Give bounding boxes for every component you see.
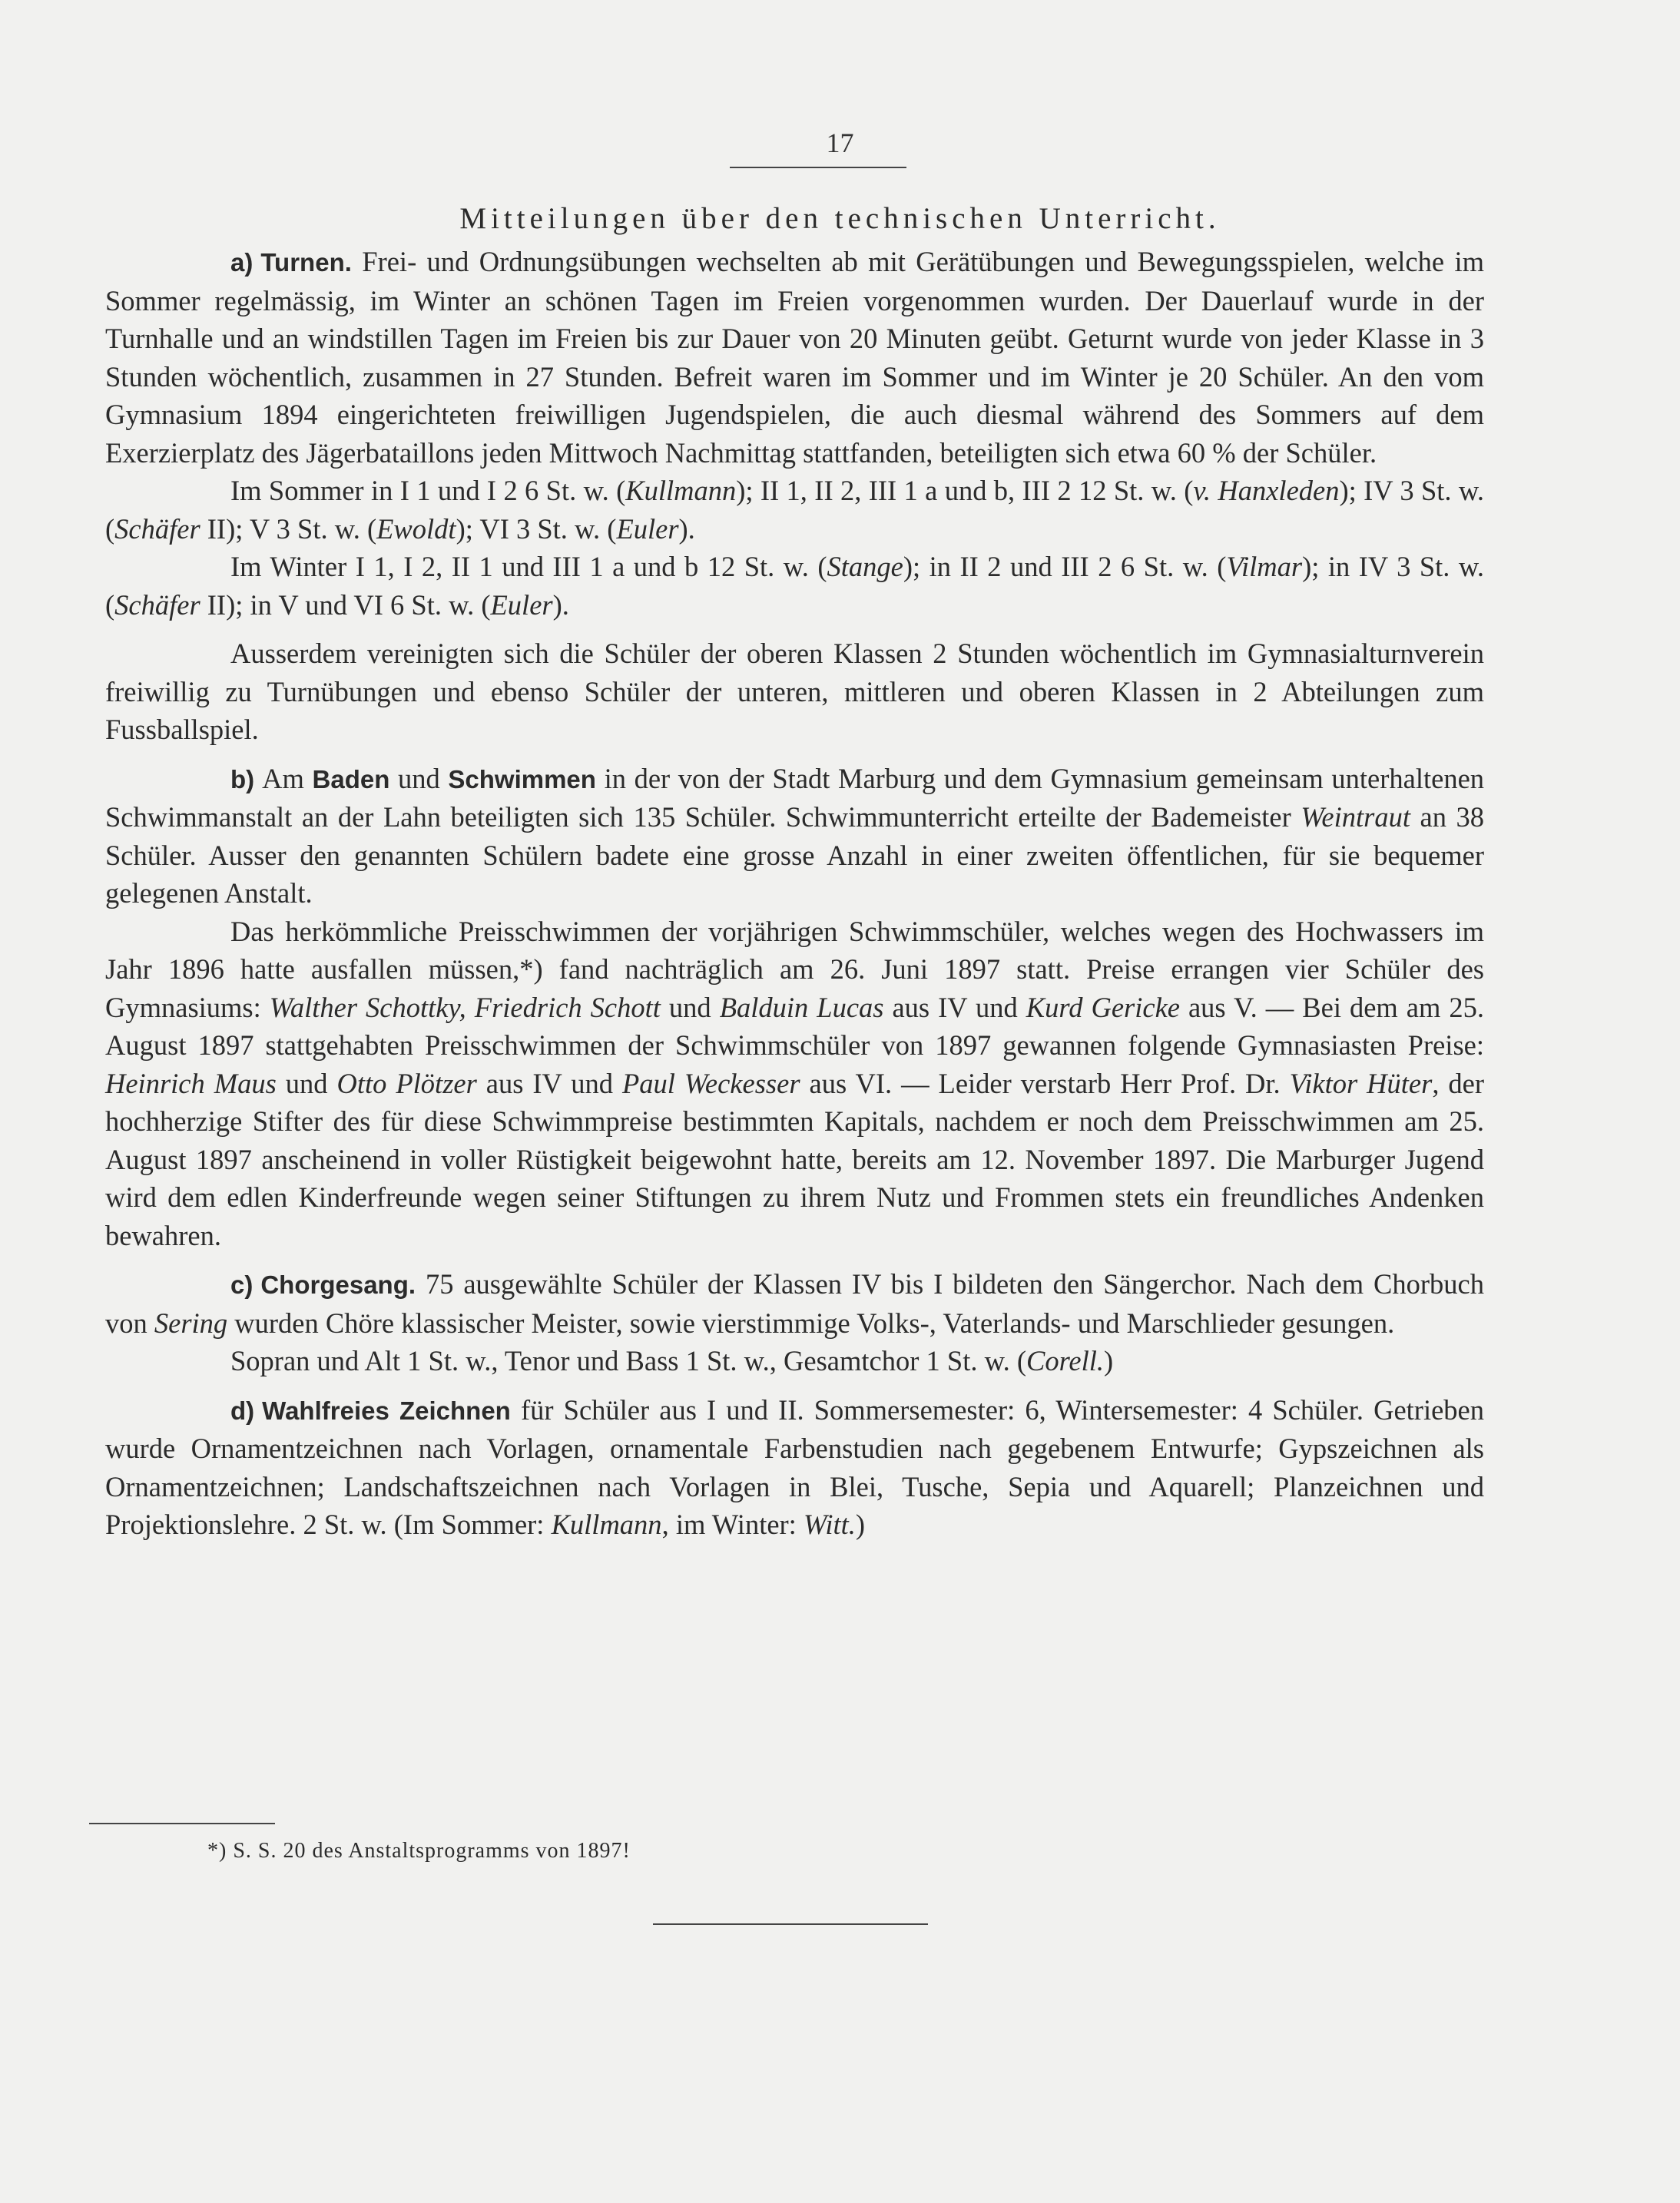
preis-text: aus V. — Bei dem am 25. August 1897 stattgehabten Preisschwimmen der Schwimmschüler von 1897 gewannen folgende Gymnasiasten Preise:: [105, 991, 1485, 1061]
person-name: Paul Weckesser: [621, 1067, 800, 1099]
zeichnen-text: für Schüler aus I und II. Sommersemester: 6, Wintersemester: 4 Schüler. Getrieben wurde Ornamentzeichnen nach Vorlagen, ornamentale Farbenstudien nach gegebenem Entwurfe; Gypszeichnen als Ornamentzeichnen; Landschaftszeichnen nach Vorlagen in Blei, Tusche, Sepia und Aquarell; Planzeichnen und Projektionslehre. 2 St. w. (Im Sommer:: [105, 1393, 1485, 1540]
baden-text: Am: [262, 762, 304, 794]
chor-text: wurden Chöre klassischer Meister, sowie vierstimmige Volks-, Vaterlands- und Marschlieder gesungen.: [227, 1307, 1395, 1339]
chorgesang-label: c): [230, 1270, 253, 1299]
chor-text: ): [1104, 1345, 1114, 1376]
person-name: Witt.: [803, 1509, 856, 1540]
winter-text: ).: [552, 588, 569, 621]
chor-text: 75 ausgewählte Schüler der Klassen IV bis I bildeten den Sängerchor. Nach dem Chorbuch von: [105, 1268, 1485, 1339]
summer-text: ); II 1, II 2, III 1 a und b, III 2 12 St. w. (: [736, 475, 1194, 506]
zeichnen-paragraph: [105, 1391, 1484, 1544]
baden-paragraph: [105, 760, 1484, 913]
preis-text: aus IV und: [476, 1067, 622, 1099]
teacher-name: Ewoldt: [376, 512, 456, 545]
teacher-name: Kullmann: [625, 475, 737, 506]
preis-text: aus VI. — Leider verstarb Herr Prof. Dr.: [800, 1067, 1290, 1099]
baden-keyword: Baden: [312, 764, 390, 793]
section-heading: Mitteilungen über den technischen Unterricht.: [459, 202, 1221, 235]
person-name: Balduin Lucas: [719, 991, 884, 1023]
summer-text: ).: [678, 512, 695, 545]
turnen-summer-paragraph: [105, 472, 1484, 548]
preis-text: und: [660, 991, 720, 1023]
teacher-name: Schäfer: [114, 512, 200, 545]
turnen-paragraph: [105, 243, 1484, 472]
preis-text: aus IV und: [883, 991, 1026, 1023]
chor-hours-paragraph: [105, 1342, 1484, 1380]
teacher-name: Vilmar: [1226, 551, 1303, 582]
person-name: Otto Plötzer: [336, 1067, 477, 1099]
turnen-label: a): [230, 248, 253, 277]
summer-text: Im Sommer in I 1 und I 2 6 St. w. (: [230, 475, 626, 506]
turnen-text: Frei- und Ordnungsübungen wechselten ab mit Gerätübungen und Bewegungsspielen, welche im Sommer regelmässig, im Winter an schönen Tagen im Freien vorgenommen wurden. Der Dauerlauf wurde in der Turnhalle und an windstillen Tagen im Freien bis zur Dauer von 20 Minuten geübt. Geturnt wurde von jeder Klasse in 3 Stunden wöchentlich, zusammen in 27 Stunden. Befreit waren im Sommer und im Winter je 20 Schüler. An den vom Gymnasium 1894 eingerichteten freiwilligen Jugendspielen, die auch diesmal während des Sommers auf dem Exerzierplatz des Jägerbataillons jeden Mittwoch Nachmittag stattfanden, beteiligten sich etwa 60 % der Schüler.: [105, 246, 1484, 469]
chorgesang-paragraph: [105, 1265, 1484, 1342]
zeichnen-keyword: Wahlfreies Zeichnen: [262, 1396, 511, 1425]
footnote: *) S. S. 20 des Anstaltsprogramms von 1897!: [207, 1839, 631, 1863]
baden-text: an 38 Schüler. Ausser den genannten Schülern badete eine grosse Anzahl in einer zweiten öffentlichen, für sie bequemer gelegenen Anstalt.: [105, 801, 1484, 909]
turnen-keyword: Turnen.: [260, 248, 352, 277]
schwimmen-keyword: Schwimmen: [448, 764, 596, 793]
teacher-name: Euler: [490, 588, 553, 621]
zeichnen-text: , im Winter:: [661, 1509, 804, 1540]
person-name: Corell.: [1026, 1345, 1105, 1376]
summer-text: ); IV 3 St. w. (: [105, 475, 1484, 545]
person-name: Kurd Gericke: [1026, 991, 1180, 1023]
zeichnen-label: d): [230, 1396, 255, 1425]
summer-text: II); V 3 St. w. (: [200, 512, 377, 545]
person-name: Kullmann: [551, 1509, 662, 1540]
teacher-name: v. Hanxleden: [1193, 475, 1340, 506]
baden-text: in der von der Stadt Marburg und dem Gymnasium gemeinsam unterhaltenen Schwimmanstalt an der Lahn beteiligten sich 135 Schüler. Schwimmunterricht erteilte der Bademeister: [105, 762, 1485, 833]
winter-text: Im Winter I 1, I 2, II 1 und III 1 a und b 12 St. w. (: [230, 551, 827, 582]
person-name: Viktor Hüter: [1289, 1067, 1433, 1099]
teacher-name: Schäfer: [114, 588, 200, 621]
summer-text: ); VI 3 St. w. (: [456, 512, 617, 545]
person-name: Walther Schottky, Friedrich Schott: [269, 991, 661, 1023]
person-name: Sering: [154, 1307, 228, 1339]
chorgesang-keyword: Chorgesang.: [260, 1270, 416, 1299]
page-number: 17: [826, 128, 854, 158]
turnen-verein-paragraph: Ausserdem vereinigten sich die Schüler der oberen Klassen 2 Stunden wöchentlich im Gymnasialturnverein freiwillig zu Turnübungen und ebenso Schüler der unteren, mittleren und oberen Klassen in 2 Abteilungen zum Fussballspiel.: [105, 638, 1484, 745]
footnote-rule: [89, 1823, 275, 1824]
body-text: [105, 243, 1484, 1544]
winter-text: ); in II 2 und III 2 6 St. w. (: [903, 551, 1227, 582]
preis-text: Das herkömmliche Preisschwimmen der vorjährigen Schwimmschüler, welches wegen des Hochwassers im Jahr 1896 hatte ausfallen müssen,*) fand nachträglich am 26. Juni 1897 statt. Preise errangen vier Schüler des Gymnasiums:: [105, 915, 1484, 1023]
winter-text: ); in IV 3 St. w. (: [105, 551, 1484, 621]
teacher-name: Stange: [827, 551, 903, 582]
baden-label: b): [230, 764, 255, 793]
preis-text: , der hochherzige Stifter des für diese Schwimmpreise bestimmten Kapitals, nachdem er noch dem Preisschwimmen am 25. August 1897 anscheinend in voller Rüstigkeit beigewohnt hatte, bereits am 12. November 1897. Die Marburger Jugend wird dem edlen Kinderfreunde wegen seiner Stiftungen zu ihrem Nutz und Frommen stets ein freundliches Andenken bewahren.: [105, 1067, 1485, 1251]
preis-text: und: [276, 1067, 337, 1099]
header-rule: [730, 167, 906, 168]
winter-text: II); in V und VI 6 St. w. (: [200, 588, 491, 621]
turnen-winter-paragraph: [105, 548, 1484, 624]
zeichnen-text: ): [855, 1509, 866, 1540]
chor-text: Sopran und Alt 1 St. w., Tenor und Bass 1 St. w., Gesamtchor 1 St. w. (: [230, 1345, 1026, 1376]
preisschwimmen-paragraph: [105, 913, 1484, 1255]
person-name: Weintraut: [1301, 801, 1410, 833]
baden-text: und: [398, 762, 440, 794]
end-rule: [653, 1923, 928, 1925]
person-name: Heinrich Maus: [105, 1067, 277, 1099]
teacher-name: Euler: [616, 512, 679, 545]
